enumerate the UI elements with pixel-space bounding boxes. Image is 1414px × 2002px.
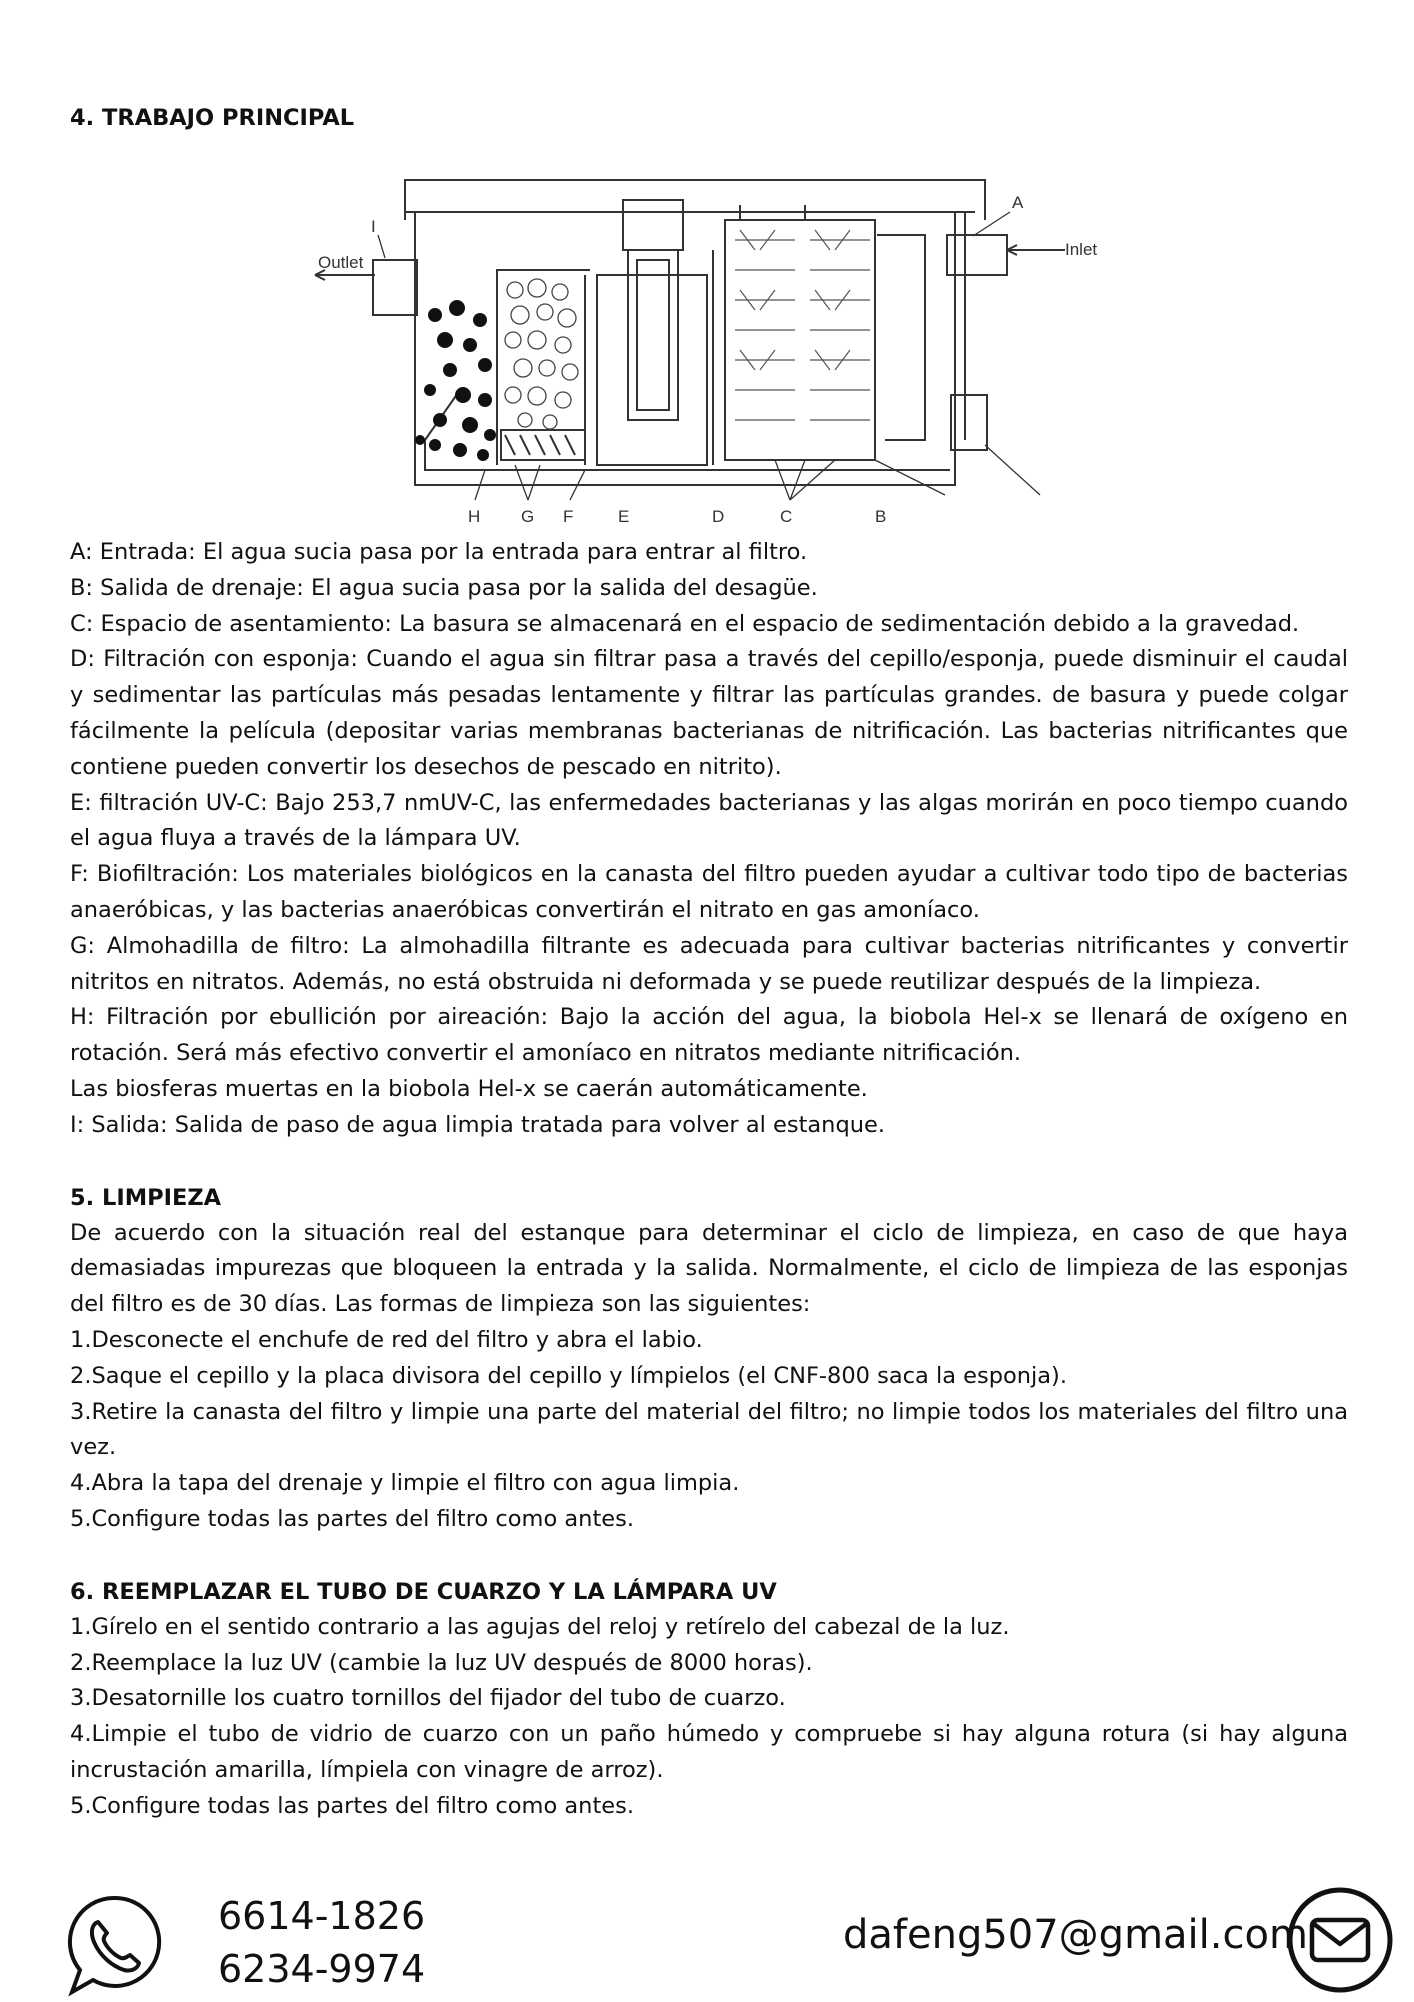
reemplazar-step-3: 3.Desatornille los cuatro tornillos del fijador del tubo de cuarzo. — [70, 1685, 786, 1712]
trabajo-items — [70, 535, 1348, 1144]
envelope-icon — [1286, 1886, 1394, 1994]
item-h-note: Las biosferas muertas en la biobola Hel-x se caerán automáticamente. — [70, 1075, 868, 1102]
reemplazar-step-4: 4.Limpie el tubo de vidrio de cuarzo con un paño húmedo y compruebe si hay alguna rotura (si hay alguna incrustación amarilla, límpiela con vinagre de arroz). — [70, 1721, 1348, 1783]
limpieza-step-4: 4.Abra la tapa del drenaje y limpie el filtro con agua limpia. — [70, 1470, 740, 1497]
diagram-label-d: D — [712, 507, 725, 526]
diagram-label-b: B — [875, 507, 887, 526]
phone-number-1[interactable]: 6614-1826 — [218, 1894, 426, 1938]
item-c: C: Espacio de asentamiento: La basura se almacenará en el espacio de sedimentación debido a la gravedad. — [70, 610, 1300, 637]
reemplazar-step-5: 5.Configure todas las partes del filtro como antes. — [70, 1792, 634, 1819]
limpieza-step-2: 2.Saque el cepillo y la placa divisora del cepillo y límpielos (el CNF-800 saca la esponja). — [70, 1362, 1067, 1389]
section-heading-reemplazar: 6. REEMPLAZAR EL TUBO DE CUARZO Y LA LÁMPARA UV — [70, 1578, 777, 1605]
contact-footer — [0, 1880, 1414, 2000]
phone-numbers — [218, 1890, 425, 1996]
limpieza-step-3: 3.Retire la canasta del filtro y limpie una parte del material del filtro; no limpie todos los materiales del filtro una vez. — [70, 1398, 1348, 1461]
reemplazar-items — [70, 1610, 1348, 1825]
filter-diagram — [285, 140, 1098, 535]
item-f: F: Biofiltración: Los materiales biológicos en la canasta del filtro pueden ayudar a cultivar todo tipo de bacterias anaeróbicas, y las bacterias anaeróbicas convertirán el nitrato en gas amoníaco. — [70, 861, 1348, 923]
diagram-label-h: H — [468, 507, 481, 526]
item-d: D: Filtración con esponja: Cuando el agua sin filtrar pasa a través del cepillo/esponja, puede disminuir el caudal y sedimentar las partículas más pesadas lentamente y filtrar las partículas grandes. de basura y puede colgar fácilmente la película (depositar varias membranas bacterianas de nitrificación. Las bacterias nitrificantes que contiene pueden convertir los desechos de pescado en nitrito). — [70, 646, 1348, 780]
section-heading-limpieza: 5. LIMPIEZA — [70, 1184, 222, 1211]
item-g: G: Almohadilla de filtro: La almohadilla filtrante es adecuada para cultivar bacterias nitrificantes y convertir nitritos en nitratos. Además, no está obstruida ni deformada y se puede reutilizar después de la limpieza. — [70, 932, 1348, 995]
diagram-label-a: A — [1012, 193, 1024, 212]
limpieza-intro: De acuerdo con la situación real del estanque para determinar el ciclo de limpieza, en caso de que haya demasiadas impurezas que bloqueen la entrada y la salida. Normalmente, el ciclo de limpieza de las esponjas del filtro es de 30 días. Las formas de limpieza son las siguientes: — [70, 1219, 1348, 1318]
limpieza-step-5: 5.Configure todas las partes del filtro como antes. — [70, 1505, 634, 1532]
item-b: B: Salida de drenaje: El agua sucia pasa por la salida del desagüe. — [70, 574, 818, 601]
document-page — [70, 100, 1348, 1825]
diagram-label-inlet: Inlet — [1065, 240, 1098, 259]
whatsapp-phone-icon — [64, 1892, 166, 2002]
diagram-label-e: E — [618, 507, 630, 526]
limpieza-step-1: 1.Desconecte el enchufe de red del filtro y abra el labio. — [70, 1326, 703, 1353]
phone-number-2[interactable]: 6234-9974 — [218, 1947, 426, 1991]
item-a: A: Entrada: El agua sucia pasa por la entrada para entrar al filtro. — [70, 539, 808, 565]
item-h: H: Filtración por ebullición por aireación: Bajo la acción del agua, la biobola Hel-x se llenará de oxígeno en rotación. Será más efectivo convertir el amoníaco en nitratos mediante nitrificación. — [70, 1004, 1348, 1067]
limpieza-items — [70, 1216, 1348, 1538]
diagram-label-g: G — [521, 507, 535, 526]
diagram-label-outlet: Outlet — [318, 253, 364, 272]
diagram-label-i: I — [371, 217, 376, 236]
diagram-label-f: F — [563, 507, 574, 526]
email-address[interactable]: dafeng507@gmail.com — [843, 1912, 1308, 1958]
reemplazar-step-2: 2.Reemplace la luz UV (cambie la luz UV después de 8000 horas). — [70, 1649, 813, 1676]
diagram-label-c: C — [780, 507, 793, 526]
item-i: I: Salida: Salida de paso de agua limpia tratada para volver al estanque. — [70, 1111, 885, 1138]
section-heading-trabajo: 4. TRABAJO PRINCIPAL — [70, 105, 355, 131]
reemplazar-step-1: 1.Gírelo en el sentido contrario a las agujas del reloj y retírelo del cabezal de la luz. — [70, 1613, 1010, 1640]
item-e: E: filtración UV-C: Bajo 253,7 nmUV-C, las enfermedades bacterianas y las algas morirán en poco tiempo cuando el agua fluya a través de la lámpara UV. — [70, 789, 1348, 852]
